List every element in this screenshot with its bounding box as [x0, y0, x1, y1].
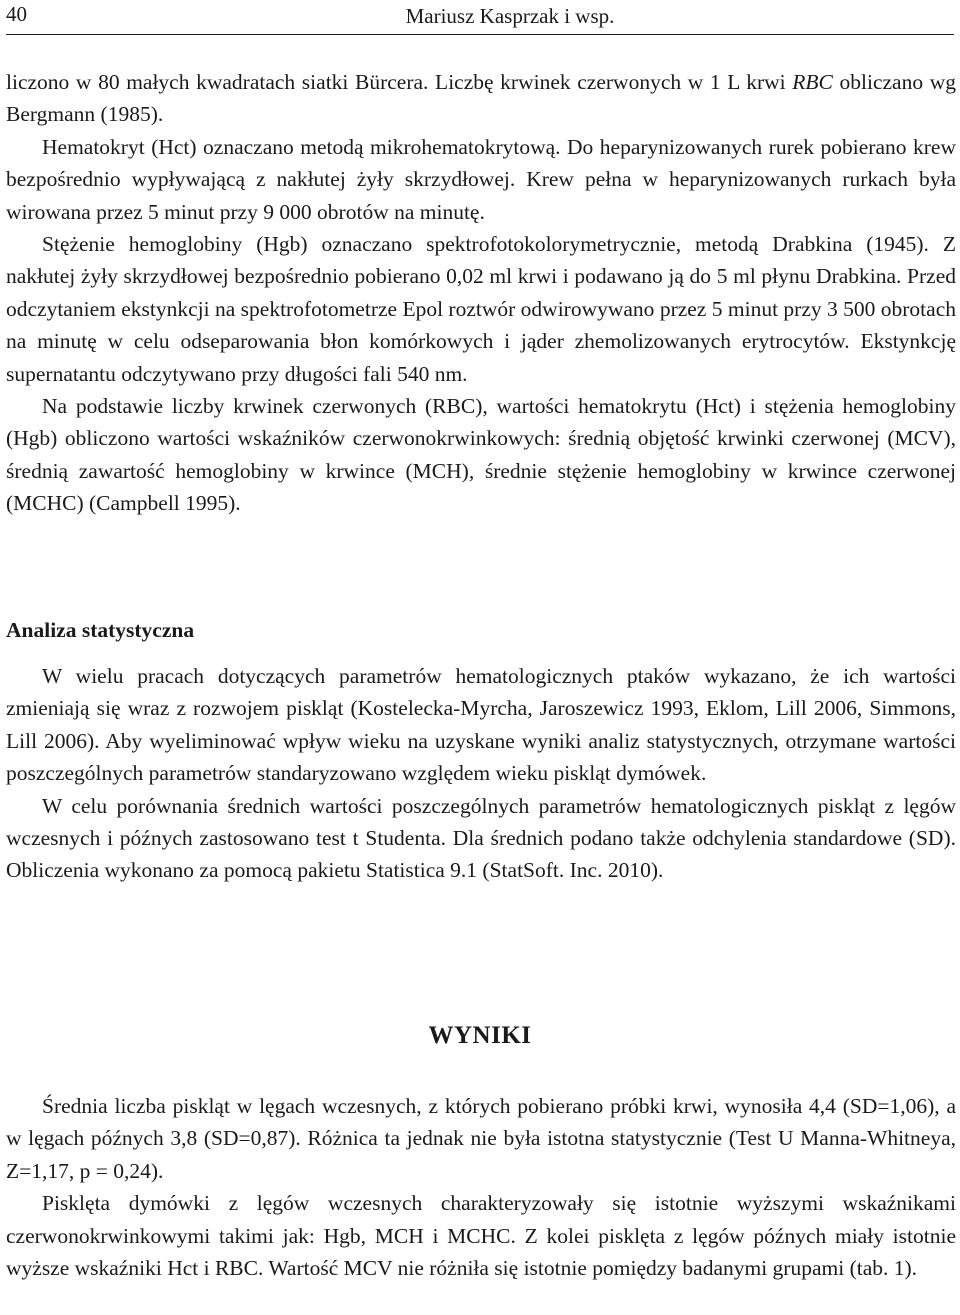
results-text-block: [6, 1090, 956, 1284]
paragraph-results-brood-size: Średnia liczba piskląt w lęgach wczesnych, z których pobierano próbki krwi, wynosiła 4,4 (SD=1,06), a w lęgach późnych 3,8 (SD=0,87). Różnica ta jednak nie była istotna statystycznie (Test U Manna-Whitneya, Z=1,17, p = 0,24).: [6, 1094, 956, 1183]
paragraph-indices: Na podstawie liczby krwinek czerwonych (RBC), wartości hematokrytu (Hct) i stężenia hemoglobiny (Hgb) obliczono wartości wskaźników czerwonokrwinkowych: średnią objętość krwinki czerwonej (MCV), średnią zawartość hemoglobiny w krwince (MCH), średnie stężenie hemoglobiny w krwince czerwonej (MCHC) (Campbell 1995).: [6, 394, 956, 516]
section-heading-results: WYNIKI: [428, 1022, 532, 1049]
section-heading-statistics: Analiza statystyczna: [6, 618, 195, 642]
methods-text-block: [6, 66, 956, 520]
paragraph-rbc-count: [6, 66, 956, 131]
statistics-text-block: [6, 660, 956, 887]
paragraph-hematocrit: Hematokryt (Hct) oznaczano metodą mikrohematokrytową. Do heparynizowanych rurek pobierano krew bezpośrednio wypływającą z nakłutej żyły skrzydłowej. Krew pełna w heparynizowanych rurkach była wirowana przez 5 minut przy 9 000 obrotów na minutę.: [6, 134, 956, 224]
running-header: [6, 0, 954, 35]
paragraph-statistics-ttest: W celu porównania średnich wartości poszczególnych parametrów hematologicznych piskląt z lęgów wczesnych i późnych zastosowano test t Studenta. Dla średnich podano także odchylenia standardowe (SD). Obliczenia wykonano za pomocą pakietu Statistica 9.1 (StatSoft. Inc. 2010).: [6, 793, 956, 883]
page-number: 40: [6, 2, 27, 26]
paragraph-statistics-age: W wielu pracach dotyczących parametrów hematologicznych ptaków wykazano, że ich wartości zmieniają się wraz z rozwojem piskląt (Kostelecka-Myrcha, Jaroszewicz 1993, Eklom, Lill 2006, Simmons, Lill 2006). Aby wyeliminować wpływ wieku na uzyskane wyniki analiz statystycznych, otrzymane wartości poszczególnych parametrów standaryzowano względem wieku piskląt dymówek.: [6, 664, 956, 786]
paragraph-results-indices: Pisklęta dymówki z lęgów wczesnych charakteryzowały się istotnie wyższymi wskaźnikami czerwonokrwinkowymi takimi jak: Hgb, MCH i MCHC. Z kolei pisklęta z lęgów późnych miały istotnie wyższe wskaźniki Hct i RBC. Wartość MCV nie różniła się istotnie pomiędzy badanymi grupami (tab. 1).: [6, 1191, 956, 1281]
rbc-abbreviation: RBC: [792, 70, 833, 94]
header-authors: Mariusz Kasprzak i wsp.: [405, 4, 615, 28]
paragraph-text: liczono w 80 małych kwadratach siatki Bürcera. Liczbę krwinek czerwonych w 1 L krwi: [6, 70, 793, 94]
paragraph-text: obliczano wg Bergmann (1985).: [6, 70, 956, 127]
paragraph-hemoglobin: Stężenie hemoglobiny (Hgb) oznaczano spektrofotokolorymetrycznie, metodą Drabkina (1945). Z nakłutej żyły skrzydłowej bezpośrednio pobierano 0,02 ml krwi i podawano ją do 5 ml płynu Drabkina. Przed odczytaniem ekstynkcji na spektrofotometrze Epol roztwór odwirowywano przez 5 minut przy 3 500 obrotach na minutę w celu odseparowania błon komórkowych i jąder zhemolizowanych erytrocytów. Ekstynkcję supernatantu odczytywano przy długości fali 540 nm.: [6, 232, 956, 386]
